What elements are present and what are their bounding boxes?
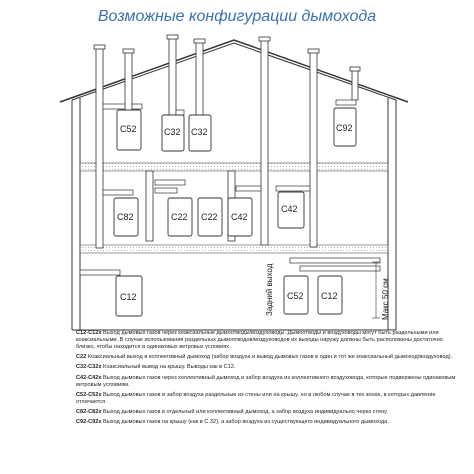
description-item: C22 Коаксиальный выход в коллективный дымоход (забор воздуха и вывод дымовых газов в один и тот же коаксиальный дымоход/воздуховод).: [76, 354, 453, 361]
label-c32-a: C32: [164, 127, 181, 137]
boilers-top-floor: [117, 108, 356, 151]
label-c92: C92: [336, 123, 353, 133]
label-c32-b: C32: [191, 127, 208, 137]
description-item: C32-C32x Коаксиальный вывод на крышу. Выводы как в C12.: [76, 364, 236, 371]
label-c52-top: C52: [120, 124, 137, 134]
description-item: C82-C82x Выход дымовых газов в отдельный или коллективный дымоход, а забор воздуха индивидуально через стену.: [76, 408, 388, 415]
description-item: C92-C92x Выход дымовых газов на крышу (как в C 32), а забор воздуха из существующего индивидуального дымохода.: [76, 419, 389, 426]
description-item: C12-C12x Выход дымовых газов через коаксиальные дымоотводы/воздуховоды. Дымоотводы и воздуховоды могут быть раздельными или коаксиальными. В случае использования раздельных дымоотводов/воздуховодов их выходы наружу должны быть расположены достаточно близко, чтобы находится в одинаковых ветровых условиях.: [76, 330, 443, 350]
label-c52-bottom: C52: [287, 291, 304, 301]
label-max-50: Макс 50 см: [381, 278, 390, 320]
label-c42-b: C42: [281, 204, 298, 214]
label-c12: C12: [120, 292, 137, 302]
diagram-title: Возможные конфигурации дымохода: [97, 8, 377, 25]
label-c42-a: C42: [231, 212, 248, 222]
label-c22-a: C22: [171, 212, 188, 222]
description-item: C52-C52x Выход дымовых газов и забор воздуха раздельные из стены или на крышу, но в любом случае в тех зонах, в которых давление отличается.: [76, 391, 436, 405]
description-item: C42-C42x Выход дымовых газов через коллективный дымоход и забор воздуха из коллективного воздуховода, которые подвержены одинаковым ветровым условиям.: [76, 374, 456, 388]
descriptions-block: [76, 330, 460, 429]
label-c82: C82: [117, 212, 134, 222]
label-c22-b: C22: [201, 212, 218, 222]
label-c12-bottom: C12: [321, 291, 338, 301]
boilers-bottom-floor: [116, 276, 342, 316]
label-rear-outlet: Задний выход: [265, 263, 274, 316]
